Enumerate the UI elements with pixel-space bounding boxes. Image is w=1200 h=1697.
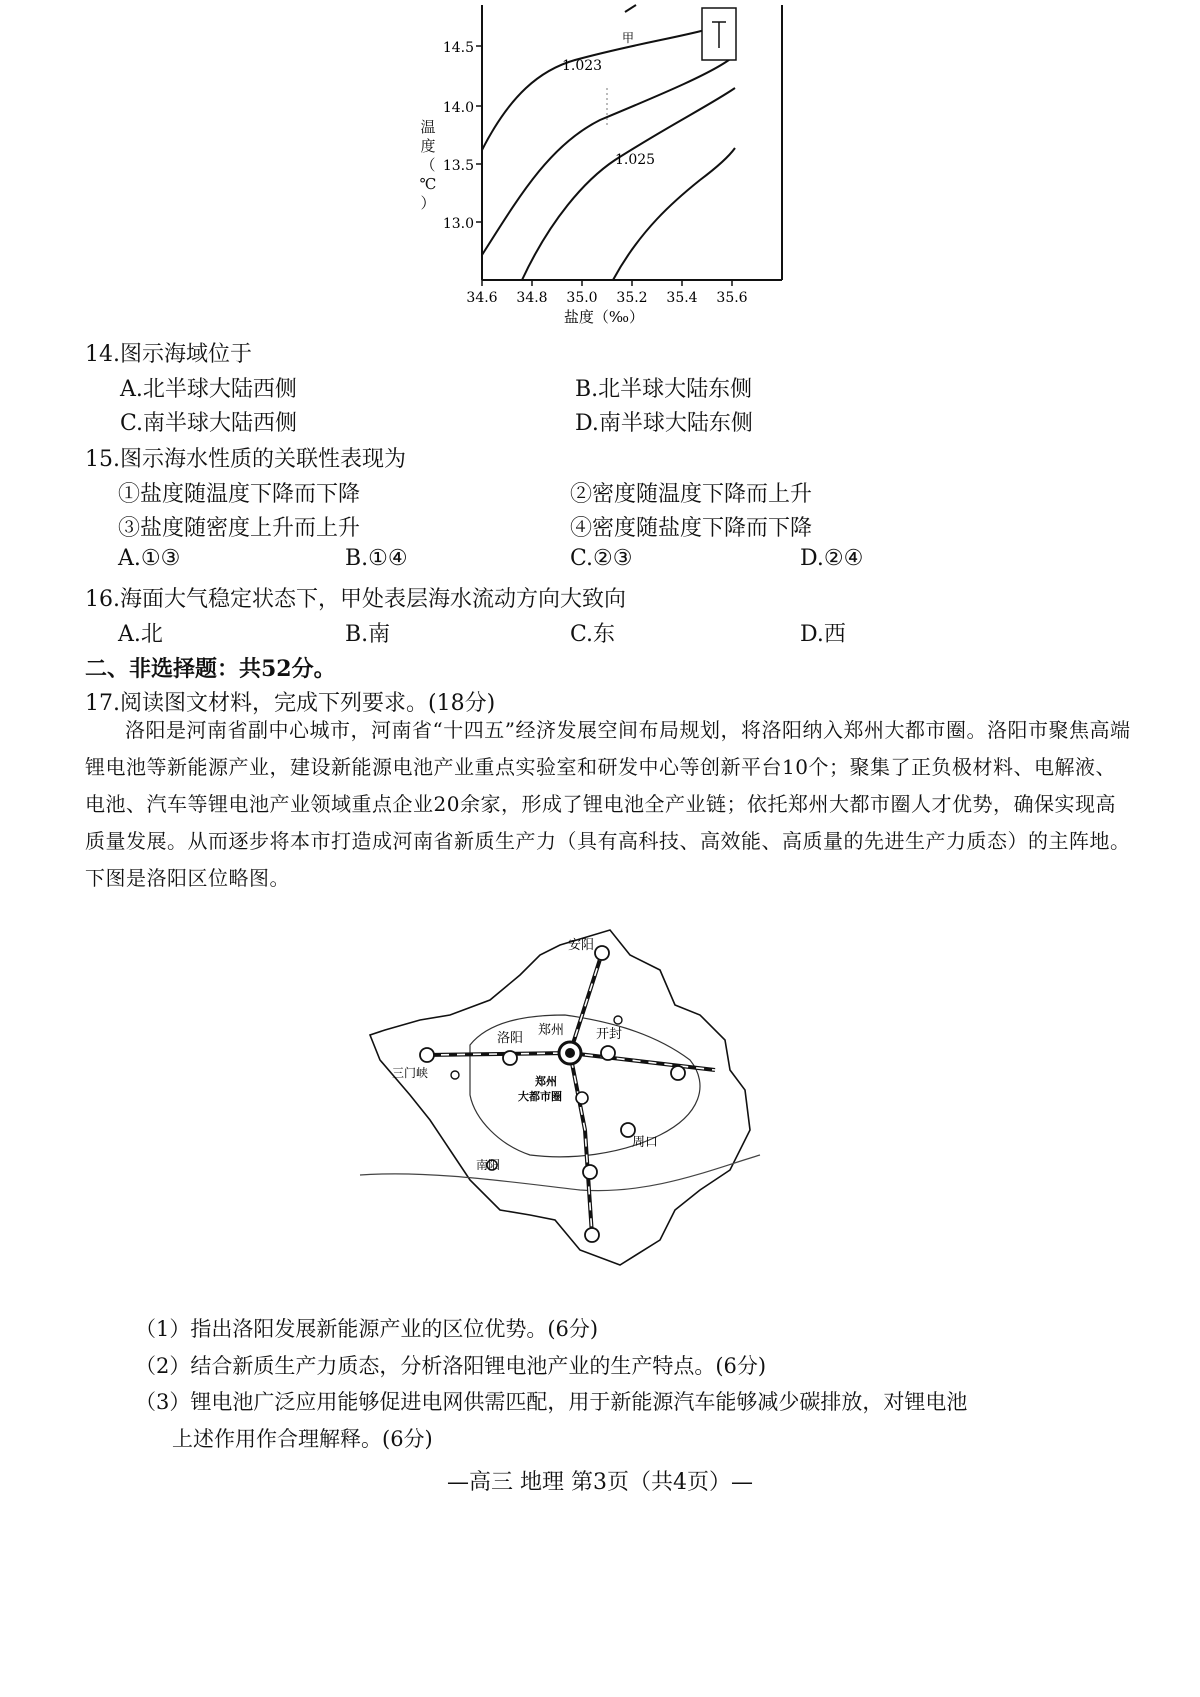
q17-sub3-line2: 上述作用作合理解释。(6分) bbox=[172, 1427, 433, 1451]
q14-option-c: C.南半球大陆西侧 bbox=[120, 411, 298, 436]
zhumadian-marker bbox=[583, 1165, 597, 1179]
q15-option-a: A.①③ bbox=[118, 546, 181, 571]
q16-stem: 16.海面大气稳定状态下，甲处表层海水流动方向大致向 bbox=[85, 587, 626, 612]
q15-stem: 15.图示海水性质的关联性表现为 bbox=[85, 447, 406, 472]
q14-option-a: A.北半球大陆西侧 bbox=[120, 377, 297, 402]
x-tick-label: 34.8 bbox=[516, 290, 548, 306]
q17-sub1: （1）指出洛阳发展新能源产业的区位优势。(6分) bbox=[135, 1317, 599, 1341]
q17-sub2: （2）结合新质生产力质态，分析洛阳锂电池产业的生产特点。(6分) bbox=[135, 1354, 767, 1378]
q16-option-d: D.西 bbox=[800, 622, 846, 647]
x-tick-label: 35.6 bbox=[716, 290, 748, 306]
y-tick-label: 13.5 bbox=[442, 158, 474, 174]
label-zhoukou: 周口 bbox=[632, 1135, 659, 1150]
y-axis-label-vertical: 温 度 （ ℃ ） bbox=[419, 118, 437, 212]
y-tick-label: 14.5 bbox=[442, 40, 474, 56]
x-tick-label: 34.6 bbox=[466, 290, 498, 306]
x-axis-label: 盐度（‰） bbox=[563, 308, 645, 326]
marker-arrow bbox=[625, 5, 636, 12]
label-metro: 郑州 大都市圈 bbox=[518, 1075, 562, 1103]
x-tick-label: 35.0 bbox=[566, 290, 598, 306]
label-nanyang: 南阳 bbox=[476, 1158, 501, 1172]
label-luoyang: 洛阳 bbox=[497, 1031, 524, 1046]
x-tick-label: 35.2 bbox=[616, 290, 648, 306]
southern-boundary-line bbox=[360, 1155, 760, 1191]
y-tick-label: 13.0 bbox=[442, 216, 474, 232]
q16-option-a: A.北 bbox=[118, 622, 163, 647]
label-kaifeng: 开封 bbox=[596, 1027, 623, 1042]
q14-option-b: B.北半球大陆东侧 bbox=[575, 377, 753, 402]
q17-sub3-line1: （3）锂电池广泛应用能够促进电网供需匹配，用于新能源汽车能够减少碳排放，对锂电池 bbox=[135, 1390, 968, 1414]
q14-option-d: D.南半球大陆东侧 bbox=[575, 411, 753, 436]
q17-paragraph: 洛阳是河南省副中心城市，河南省“十四五”经济发展空间布局规划，将洛阳纳入郑州大都市圈。洛阳市聚焦高端锂电池等新能源产业，建设新能源电池产业重点实验室和研发中心等创新平台10个；聚集了正负极材料、电解液、电池、汽车等锂电池产业领域重点企业20余家，形成了锂电池全产业链；依托郑州大都市圈人才优势，确保实现高质量发展。从而逐步将本市打造成河南省新质生产力（具有高科技、高效能、高质量的先进生产力质态）的主阵地。下图是洛阳区位略图。 bbox=[85, 718, 1131, 890]
q15-statement-3: ③盐度随密度上升而上升 bbox=[118, 516, 361, 541]
q16-option-b: B.南 bbox=[345, 622, 391, 647]
isoline-label-1023: 1.023 bbox=[562, 58, 603, 74]
temperature-salinity-chart bbox=[400, 0, 800, 350]
xuchang-marker bbox=[576, 1092, 588, 1104]
kaifeng-marker bbox=[601, 1046, 615, 1060]
q15-option-c: C.②③ bbox=[570, 546, 633, 571]
q15-option-b: B.①④ bbox=[345, 546, 408, 571]
q15-statement-2: ②密度随温度下降而上升 bbox=[570, 482, 813, 507]
anyang-marker bbox=[595, 946, 609, 960]
x-tick-label: 35.4 bbox=[666, 290, 698, 306]
q15-option-d: D.②④ bbox=[800, 546, 864, 571]
label-zhengzhou: 郑州 bbox=[538, 1023, 565, 1038]
q14-stem: 14.图示海域位于 bbox=[85, 342, 252, 367]
density-isoline-mid bbox=[482, 55, 735, 255]
q15-statement-1: ①盐度随温度下降而下降 bbox=[118, 482, 361, 507]
page-footer: —高三 地理 第3页（共4页）— bbox=[447, 1470, 753, 1495]
section-2-heading: 二、非选择题：共52分。 bbox=[85, 656, 336, 682]
y-tick-label: 14.0 bbox=[442, 100, 474, 116]
label-anyang: 安阳 bbox=[568, 938, 595, 953]
q17-stem: 17.阅读图文材料，完成下列要求。(18分) bbox=[85, 691, 496, 716]
q15-statement-4: ④密度随盐度下降而下降 bbox=[570, 516, 813, 541]
luoyang-location-map bbox=[330, 920, 770, 1280]
label-sanmenxia: 三门峡 bbox=[392, 1066, 429, 1080]
x-ticks bbox=[466, 280, 747, 306]
east-city-marker bbox=[671, 1066, 685, 1080]
luoyang-marker bbox=[503, 1051, 517, 1065]
isoline-label-1025: 1.025 bbox=[615, 152, 656, 168]
q16-option-c: C.东 bbox=[570, 622, 616, 647]
marker-jia: 甲 bbox=[622, 31, 635, 45]
density-isoline-1025 bbox=[522, 88, 735, 280]
y-ticks bbox=[443, 40, 482, 232]
sanmenxia-marker bbox=[420, 1048, 434, 1062]
xinyang-marker bbox=[585, 1228, 599, 1242]
